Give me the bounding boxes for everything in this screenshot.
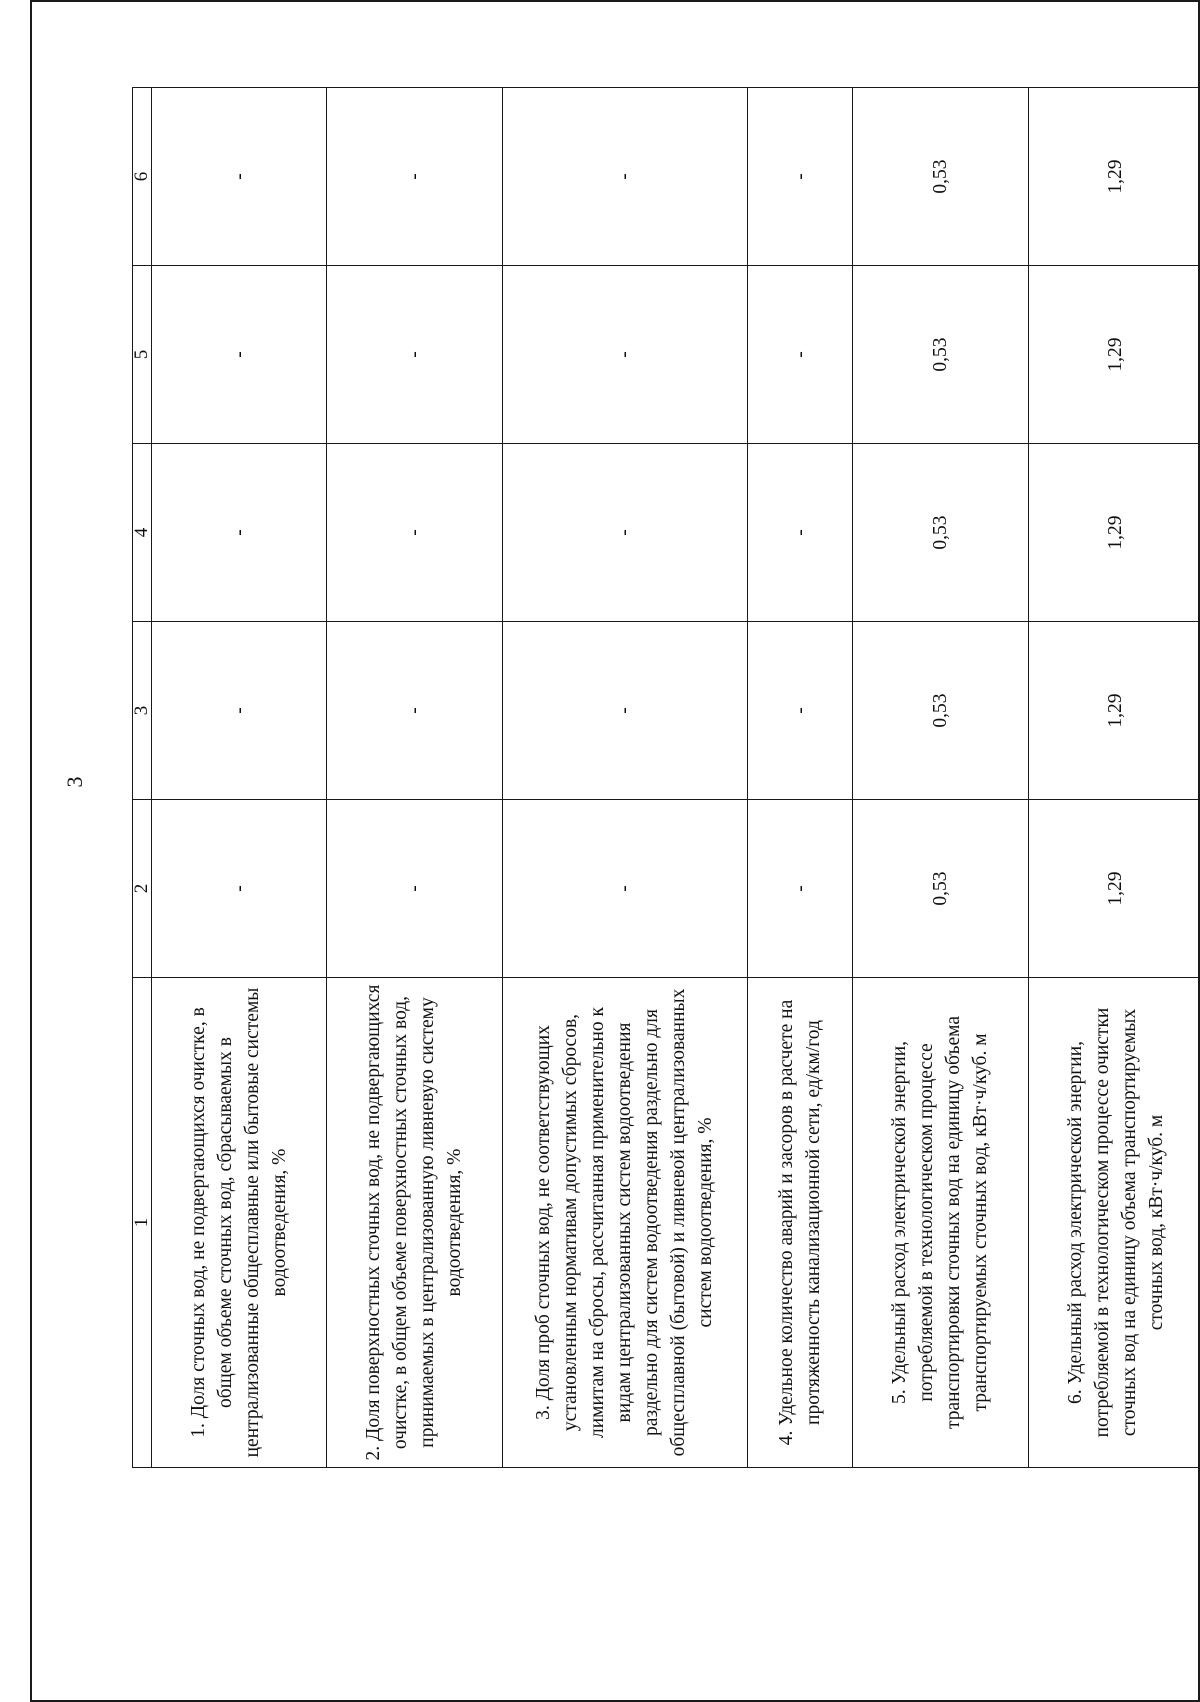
value-cell: - [502, 88, 747, 266]
header-col-5: 5 [133, 266, 152, 444]
value-cell: 0,53 [853, 622, 1028, 800]
scan-edge-top [30, 0, 1200, 2]
header-col-1: 1 [133, 978, 152, 1468]
indicator-cell: 2. Доля поверхностных сточных вод, не подвергающихся очистке, в общем объеме поверхностных сточных вод, принимаемых в централизованную ливневую систему водоотведения, % [327, 978, 502, 1468]
value-cell: - [152, 622, 327, 800]
header-col-3: 3 [133, 622, 152, 800]
indicator-cell: 5. Удельный расход электрической энергии, потребляемой в технологическом процессе транспортировки сточных вод на единицу объема транспортируемых сточных вод, кВт·ч/куб. м [853, 978, 1028, 1468]
table-row [748, 88, 853, 1468]
header-col-2: 2 [133, 800, 152, 978]
value-cell: - [502, 266, 747, 444]
table-row [502, 88, 747, 1468]
indicators-table [132, 87, 1200, 1468]
indicator-cell: 3. Доля проб сточных вод, не соответствующих установленным нормативам допустимых сбросов, лимитам на сбросы, рассчитанная применительно к видам централизованных систем водоотведения раздельно для систем водоотведения раздельно для общесплавной (бытовой) и ливневой централизованных систем водоотведения, % [502, 978, 747, 1468]
value-cell: - [502, 622, 747, 800]
value-cell: - [327, 622, 502, 800]
value-cell: 0,53 [853, 266, 1028, 444]
value-cell: 0,53 [853, 800, 1028, 978]
value-cell: 0,53 [853, 88, 1028, 266]
scan-edge-left [30, 0, 32, 1702]
value-cell: - [152, 88, 327, 266]
table-row [152, 88, 327, 1468]
table-row [853, 88, 1028, 1468]
table-row [327, 88, 502, 1468]
value-cell: - [152, 266, 327, 444]
value-cell: 1,29 [1028, 88, 1200, 266]
header-row [133, 88, 152, 1468]
value-cell: - [748, 800, 853, 978]
value-cell: - [152, 444, 327, 622]
value-cell: - [327, 88, 502, 266]
value-cell: - [327, 444, 502, 622]
value-cell: - [748, 622, 853, 800]
value-cell: - [748, 88, 853, 266]
value-cell: 1,29 [1028, 800, 1200, 978]
page-number: 3 [62, 776, 87, 788]
rotated-table-container [132, 88, 1200, 1468]
value-cell: - [327, 266, 502, 444]
table-row [1028, 88, 1200, 1468]
indicator-cell: 1. Доля сточных вод, не подвергающихся очистке, в общем объеме сточных вод, сбрасываемых в централизованные общесплавные или бытовые системы водоотведения, % [152, 978, 327, 1468]
value-cell: - [748, 266, 853, 444]
value-cell: 1,29 [1028, 444, 1200, 622]
indicator-cell: 6. Удельный расход электрической энергии, потребляемой в технологическом процессе очистки сточных вод на единицу объема транспортируемых сточных вод, кВт·ч/куб. м [1028, 978, 1200, 1468]
value-cell: 0,53 [853, 444, 1028, 622]
value-cell: 1,29 [1028, 622, 1200, 800]
indicator-cell: 4. Удельное количество аварий и засоров в расчете на протяженность канализационной сети, ед/км/год [748, 978, 853, 1468]
value-cell: - [748, 444, 853, 622]
value-cell: - [327, 800, 502, 978]
header-col-6: 6 [133, 88, 152, 266]
header-col-4: 4 [133, 444, 152, 622]
value-cell: - [502, 444, 747, 622]
value-cell: 1,29 [1028, 266, 1200, 444]
value-cell: - [502, 800, 747, 978]
value-cell: - [152, 800, 327, 978]
